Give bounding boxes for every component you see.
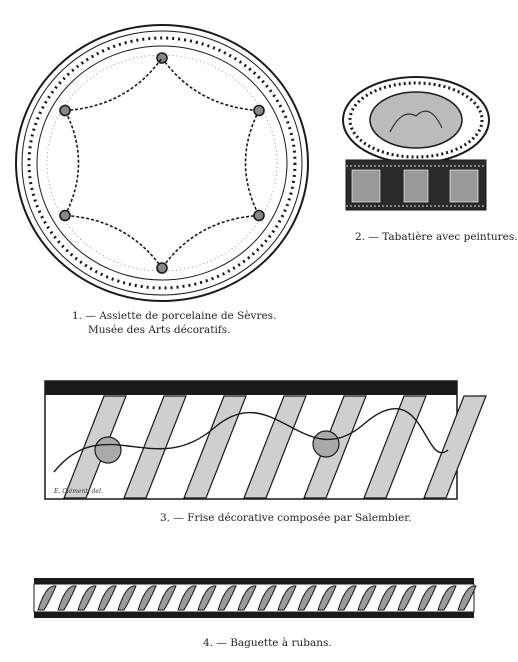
snuffbox-illustration <box>338 72 494 222</box>
rosette <box>157 53 167 63</box>
ribbon-molding-caption: 4. — Baguette à rubans. <box>203 637 332 649</box>
frieze-illustration <box>44 380 458 500</box>
rosette <box>60 106 70 116</box>
garland-swag <box>65 111 79 216</box>
sevres-plate-illustration <box>6 18 318 308</box>
garland-swag <box>246 111 260 216</box>
rosette <box>60 211 70 221</box>
frieze-caption: 3. — Frise décorative composée par Salembier. <box>160 512 412 524</box>
rosette <box>157 263 167 273</box>
snuffbox-caption: 2. — Tabatière avec peintures. <box>355 231 518 243</box>
garland-swag <box>162 216 259 269</box>
rosette <box>254 106 264 116</box>
ribbon-molding-illustration <box>34 578 474 618</box>
rosette <box>254 211 264 221</box>
plate-caption-line2: Musée des Arts décoratifs. <box>88 324 231 336</box>
frieze-signature: E. Clément, del. <box>54 488 103 495</box>
garland-swag <box>65 58 162 111</box>
garland-swag <box>65 216 162 269</box>
plate-caption-line1: 1. — Assiette de porcelaine de Sèvres. <box>72 310 277 322</box>
